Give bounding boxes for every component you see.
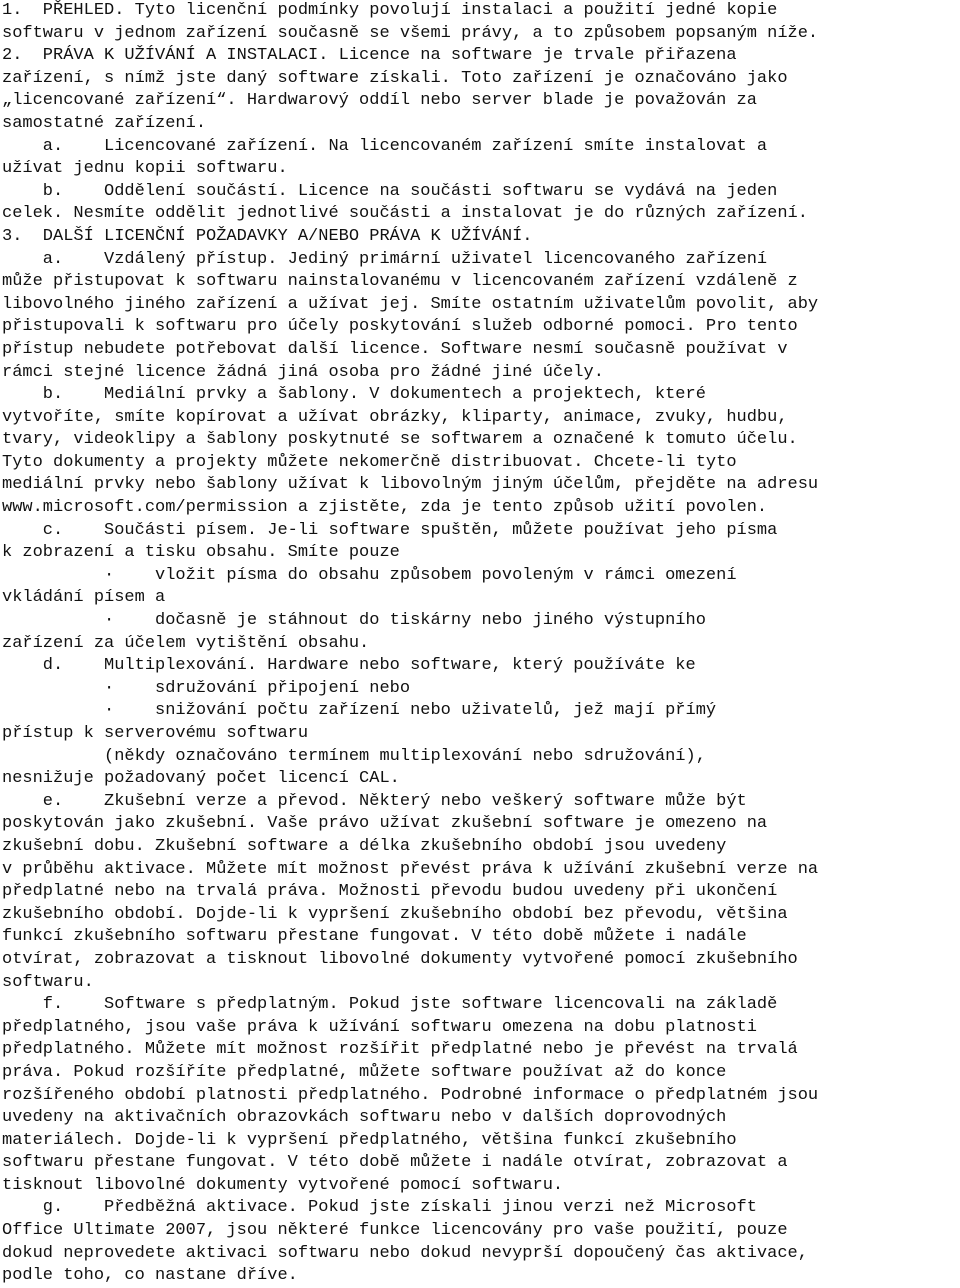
document-line: · dočasně je stáhnout do tiskárny nebo jiného výstupního bbox=[2, 611, 706, 631]
document-line: Office Ultimate 2007, jsou některé funkce licencovány pro vaše použití, pouze bbox=[2, 1221, 788, 1241]
document-line: přístup k serverovému softwaru bbox=[2, 724, 309, 743]
document-line: 1. PŘEHLED. Tyto licenční podmínky povolují instalaci a použití jedné kopie bbox=[2, 1, 778, 20]
document-line: celek. Nesmíte oddělit jednotlivé součásti a instalovat je do různých zařízení. bbox=[2, 204, 808, 224]
document-line: softwaru. bbox=[2, 972, 94, 992]
document-line: zkušební dobu. Zkušební software a délka zkušebního období jsou uvedeny bbox=[2, 836, 727, 856]
document-line: Tyto dokumenty a projekty můžete nekomerčně distribuovat. Chcete-li tyto bbox=[2, 452, 737, 472]
document-line: · snižování počtu zařízení nebo uživatelů, jež mají přímý bbox=[2, 701, 717, 721]
document-line: užívat jednu kopii softwaru. bbox=[2, 159, 288, 179]
document-line: d. Multiplexování. Hardware nebo software, který používáte ke bbox=[2, 656, 696, 676]
document-line: zkušebního období. Dojde-li k vypršení zkušebního období bez převodu, většina bbox=[2, 904, 788, 924]
document-line: zařízení, s nímž jste daný software získali. Toto zařízení je označováno jako bbox=[2, 68, 788, 88]
document-line: může přistupovat k softwaru nainstalovanému v licencovaném zařízení vzdáleně z bbox=[2, 272, 798, 292]
document-line: 2. PRÁVA K UŽÍVÁNÍ A INSTALACI. Licence na software je trvale přiřazena bbox=[2, 46, 737, 66]
document-line: samostatné zařízení. bbox=[2, 113, 207, 133]
document-line: b. Oddělení součástí. Licence na součásti softwaru se vydává na jeden bbox=[2, 181, 778, 201]
document-line: rozšířeného období platnosti předplatného. Podrobné informace o předplatném jsou bbox=[2, 1085, 819, 1105]
document-line: funkcí zkušebního softwaru přestane fungovat. V této době můžete i nadále bbox=[2, 927, 747, 947]
document-line: e. Zkušební verze a převod. Některý nebo veškerý software může být bbox=[2, 791, 747, 811]
document-line: předplatného, jsou vaše práva k užívání softwaru omezena na dobu platnosti bbox=[2, 1017, 757, 1037]
document-line: zařízení za účelem vytištění obsahu. bbox=[2, 633, 370, 653]
document-line: „licencované zařízení“. Hardwarový oddíl nebo server blade je považován za bbox=[2, 91, 757, 111]
document-line: nesnižuje požadovaný počet licencí CAL. bbox=[2, 769, 400, 789]
document-line: rámci stejné licence žádná jiná osoba pro žádné jiné účely. bbox=[2, 362, 604, 382]
document-line: c. Součásti písem. Je-li software spuštěn, můžete používat jeho písma bbox=[2, 520, 778, 540]
document-line: k zobrazení a tisku obsahu. Smíte pouze bbox=[2, 543, 400, 563]
document-line: předplatného. Můžete mít možnost rozšířit předplatné nebo je převést na trvalá bbox=[2, 1040, 798, 1060]
document-line: přistupovali k softwaru pro účely poskytování služeb odborné pomoci. Pro tento bbox=[2, 317, 798, 337]
document-line: mediální prvky nebo šablony užívat k libovolným jiným účelům, přejděte na adresu bbox=[2, 475, 819, 495]
document-line: softwaru přestane fungovat. V této době můžete i nadále otvírat, zobrazovat a bbox=[2, 1153, 788, 1173]
document-line: přístup nebudete potřebovat další licence. Software nesmí současně používat v bbox=[2, 339, 788, 359]
document-line: vkládání písem a bbox=[2, 588, 166, 608]
document-line: a. Licencované zařízení. Na licencovaném zařízení smíte instalovat a bbox=[2, 136, 768, 156]
document-line: podle toho, co nastane dříve. bbox=[2, 1266, 298, 1286]
document-line: www.microsoft.com/permission a zjistěte, zda je tento způsob užití povolen. bbox=[2, 498, 768, 518]
document-line: vytvoříte, smíte kopírovat a užívat obrázky, kliparty, animace, zvuky, hudbu, bbox=[2, 407, 788, 427]
document-line: v průběhu aktivace. Můžete mít možnost převést práva k užívání zkušební verze na bbox=[2, 859, 819, 879]
document-line: libovolného jiného zařízení a užívat jej. Smíte ostatním uživatelům povolit, aby bbox=[2, 294, 819, 314]
document-line: g. Předběžná aktivace. Pokud jste získali jinou verzi než Microsoft bbox=[2, 1198, 757, 1218]
document-line: 3. DALŠÍ LICENČNÍ POŽADAVKY A/NEBO PRÁVA K UŽÍVÁNÍ. bbox=[2, 226, 533, 246]
document-line: dokud neprovedete aktivaci softwaru nebo dokud nevyprší dopoučený čas aktivace, bbox=[2, 1243, 808, 1263]
document-line: f. Software s předplatným. Pokud jste software licencovali na základě bbox=[2, 995, 778, 1015]
document-line: otvírat, zobrazovat a tisknout libovolné dokumenty vytvořené pomocí zkušebního bbox=[2, 949, 798, 969]
document-line: materiálech. Dojde-li k vypršení předplatného, většina funkcí zkušebního bbox=[2, 1130, 737, 1150]
document-line: tvary, videoklipy a šablony poskytnuté se softwarem a označené k tomuto účelu. bbox=[2, 430, 798, 450]
document-line: předplatné nebo na trvalá práva. Možnosti převodu budou uvedeny při ukončení bbox=[2, 882, 778, 902]
document-line: poskytován jako zkušební. Vaše právo užívat zkušební software je omezeno na bbox=[2, 814, 768, 834]
document-line: · sdružování připojení nebo bbox=[2, 678, 411, 698]
document-line: b. Mediální prvky a šablony. V dokumentech a projektech, které bbox=[2, 385, 706, 405]
document-line: · vložit písma do obsahu způsobem povoleným v rámci omezení bbox=[2, 565, 737, 585]
document-line: tisknout libovolné dokumenty vytvořené pomocí softwaru. bbox=[2, 1175, 564, 1195]
document-line: uvedeny na aktivačních obrazovkách softwaru nebo v dalších doprovodných bbox=[2, 1108, 727, 1128]
document-line: práva. Pokud rozšíříte předplatné, můžete software používat až do konce bbox=[2, 1062, 727, 1082]
document-line: softwaru v jednom zařízení současně se všemi právy, a to způsobem popsaným níže. bbox=[2, 23, 819, 43]
document-line: a. Vzdálený přístup. Jediný primární uživatel licencovaného zařízení bbox=[2, 249, 768, 269]
document-line: (někdy označováno termínem multiplexování nebo sdružování), bbox=[2, 746, 706, 766]
